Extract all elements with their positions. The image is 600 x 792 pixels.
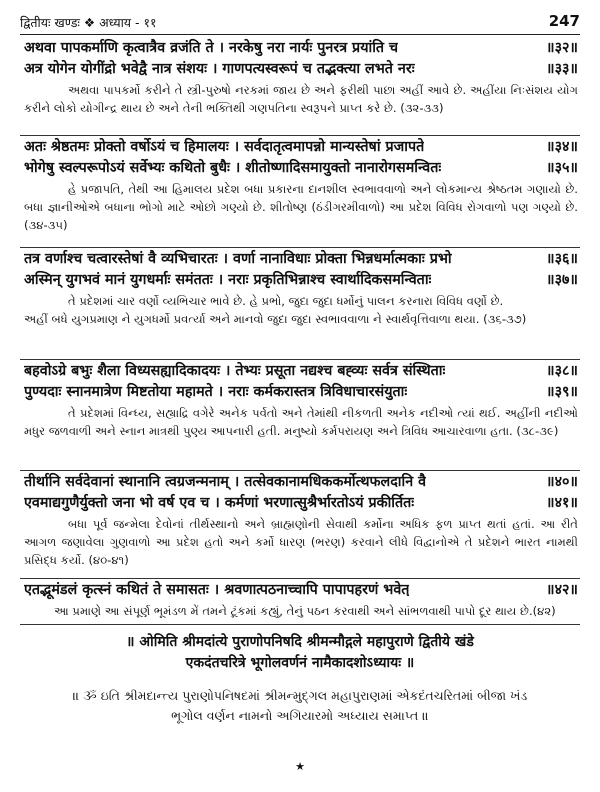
- section-divider: [20, 359, 580, 360]
- gujarati-translation: બધા પૂર્વ જન્મેલા દેવોનાં તીર્થસ્થાનો અને બ્રાહ્મણોની સેવાથી કર્મોના અધિક ફળ પ્રાપ્ત થતાં હતાં. આ રીતે આગળ જણાવેલા ગુણવાળો આ પ્રદેશ હતો અને કર્મો ધારણ (ભરણ) કરવાને લીધે વિદ્વાનોએ તે પ્રદેશને ભારત નામથી પ્રસિદ્ધ કર્યો. (૪૦-૪૧): [24, 517, 578, 568]
- verse-block-36-37: [24, 249, 578, 328]
- page-number: 247: [548, 12, 580, 30]
- gujarati-translation: અથવા પાપકર્મો કરીને તે સ્ત્રી-પુરુષો નરકમાં જાય છે અને ફરીથી પાછા અહીં આવે છે. અહીંયા નિઃસંશય યોગ કરીને લોકો યોગીન્દ્ર થાય છે અને તેની ભક્તિથી ગણપતિના સ્વરૂપને પ્રાપ્ત કરે છે. (૩૨-૩૩): [24, 83, 578, 116]
- section-divider: [20, 470, 580, 471]
- verse-block-32-33: [24, 38, 578, 117]
- sloka-line: एतद्भूमंडलं कृत्स्नं कथितं ते समासतः । श्रवणात्पठनाच्चापि पापापहरणं भवेत् ॥४२॥: [24, 580, 578, 601]
- verse-block-34-35: [24, 137, 578, 235]
- verse-number: ॥३९॥: [546, 384, 578, 400]
- chapter-colophon-sanskrit: ॥ ओमिति श्रीमदांत्ये पुराणोपनिषदि श्रीमन्मौद्गले महापुराणे द्वितीये खंडे एकदंतचरित्रे भूगोलवर्णनं नामैकादशोऽध्यायः ॥: [126, 634, 474, 671]
- gujarati-translation: તે પ્રદેશમાં ચાર વર્ણો વ્યભિચાર ભાવે છે. હે પ્રભો, જુદા જુદા ધર્મોનું પાલન કરનારા વિવિધ વર્ણો છે. અહીં બધે યુગપ્રમાણ ને યુગધર્મો પ્રવર્ત્યા અને માનવો જુદા જુદા સ્વભાવવાળા ને સ્વાર્થવૃત્તિવાળા થયા. (૩૬-૩૭): [24, 294, 527, 327]
- sloka-line: अत्र योगेन योगींद्रो भवेद्वै नात्र संशयः । गाणपत्यस्वरूपं च तद्भक्त्या लभते नरः ॥३३॥: [24, 59, 578, 80]
- sloka-line: अस्मिन् युगभवं मानं युगधर्माः समंततः । नराः प्रकृतिभिन्नाश्च स्वार्थादिकसमन्विताः ॥३७॥: [24, 270, 578, 291]
- verse-number: ॥३३॥: [546, 61, 578, 77]
- gujarati-translation: આ પ્રમાણે આ સંપૂર્ણ ભૂમંડળ મેં તમને ટૂંકમાં કહ્યું, તેનું પઠન કરવાથી અને સાંભળવાથી પાપો દૂર થાય છે.(૪૨): [54, 604, 556, 618]
- footer-star-mark: ★: [295, 760, 305, 773]
- sloka-line: बहवोऽग्रे बभुः शैला विध्यसह्यादिकादयः । तेभ्यः प्रसूता नद्यश्च बह्व्यः सर्वत्र संस्थिताः ॥३८॥: [24, 361, 578, 382]
- verse-number: ॥३४॥: [546, 139, 578, 155]
- sloka-line: तत्र वर्णाश्च चत्वारस्तेषां वै व्यभिचारतः । वर्णा नानाविधाः प्रोक्ता भिन्नधर्मात्मकाः प्रभो ॥३६॥: [24, 249, 578, 270]
- chapter-colophon-gujarati: ॥ ૐ ઇતિ શ્રીમદાન્ત્ય પુરાણોપનિષદમાં શ્રીમન્મુદ્ગલ મહાપુરાણમાં એકદંતચરિતમાં બીજા ખંડ ભૂગોલ વર્ણન નામનો અગિયારમો અધ્યાય સમાપ્ત ॥: [72, 688, 528, 723]
- verse-number: ॥३८॥: [546, 363, 578, 379]
- section-divider: [20, 624, 580, 625]
- verse-number: ॥३२॥: [546, 40, 578, 56]
- verse-block-40-41: [24, 472, 578, 570]
- section-divider: [20, 135, 580, 136]
- verse-block-38-39: [24, 361, 578, 440]
- verse-number: ॥४१॥: [546, 495, 578, 511]
- section-divider: [20, 578, 580, 579]
- sloka-line: एवमाद्यगुणैर्युक्तो जना भो वर्ष एव च । कर्मणां भरणात्सुश्रैर्भारतोऽयं प्रकीर्तितः ॥४१॥: [24, 493, 578, 514]
- page-header: [20, 12, 580, 34]
- header-rule: [20, 34, 580, 35]
- gujarati-translation: હે પ્રજાપતિ, તેથી આ હિમાલય પ્રદેશ બધા પ્રકારના દાનશીલ સ્વભાવવાળો અને લોકમાન્ય શ્રેષ્ઠતમ ગણાયો છે. બધા જ્ઞાનીઓએ બધાના ભોગો માટે ઓછો ગણ્યો છે. શીતોષ્ણ (ઠંડીગરમીવાળો) આ પ્રદેશ વિવિધ રોગવાળો પણ ગણ્યો છે. (૩૪-૩૫): [24, 182, 578, 233]
- gujarati-translation: તે પ્રદેશમાં વિન્ધ્ય, સહ્યાદ્રિ વગેરે અનેક પર્વતો અને તેમાંથી નીકળતી અનેક નદીઓ ત્યાં થઈ. અહીંની નદીઓ મધુર જળવાળી અને સ્નાન માત્રથી પુણ્ય આપનારી હતી. મનુષ્યો કર્મપરાયણ અને ત્રિવિધ આચારવાળા હતા. (૩૮-૩૯): [24, 406, 578, 439]
- sloka-line: तीर्थानि सर्वदेवानां स्थानानि त्वग्रजन्मनाम् । तत्सेवकानामधिककर्मोत्थफलदानि वै ॥४०॥: [24, 472, 578, 493]
- verse-number: ॥३६॥: [546, 251, 578, 267]
- sloka-line: अथवा पापकर्माणि कृत्वात्रैव व्रजंति ते । नरकेषु नरा नार्यः पुनरत्र प्रयांति च ॥३२॥: [24, 38, 578, 59]
- sloka-line: भोगेषु स्वल्परूपोऽयं सर्वेभ्यः कथितो बुधैः । शीतोष्णादिसमायुक्तो नानारोगसमन्वितः ॥३५॥: [24, 158, 578, 179]
- verse-block-42: [24, 580, 578, 620]
- verse-number: ॥३५॥: [546, 160, 578, 176]
- sloka-line: पुण्यदाः स्नानमात्रेण मिष्टतोया महामते । नराः कर्मकरास्तत्र त्रिविधाचारसंयुताः ॥३९॥: [24, 382, 578, 403]
- running-header: द्वितीयः खण्डः ❖ अध्याय - ११: [20, 15, 157, 30]
- verse-number: ॥४२॥: [546, 582, 578, 598]
- verse-number: ॥३७॥: [546, 272, 578, 288]
- section-divider: [20, 247, 580, 248]
- sloka-line: अतः श्रेष्ठतमः प्रोक्तो वर्षोऽयं च हिमालयः । सर्वदातृत्वमापन्नो मान्यस्तेषां प्रजापते ॥३४॥: [24, 137, 578, 158]
- verse-number: ॥४०॥: [546, 474, 578, 490]
